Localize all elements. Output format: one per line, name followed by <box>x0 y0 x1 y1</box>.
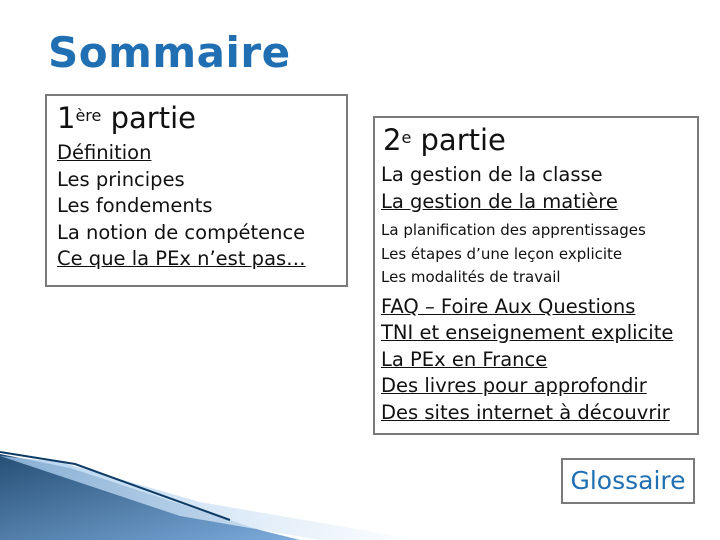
part-2-sup: e <box>401 128 412 147</box>
link-gestion-matiere[interactable]: La gestion de la matière <box>381 189 618 213</box>
link-fondements[interactable]: Les fondements <box>57 194 213 217</box>
part-2-label: partie <box>420 123 506 157</box>
part-2-sub-list <box>381 219 697 290</box>
part-1-label: partie <box>110 101 196 135</box>
link-sites-internet[interactable]: Des sites internet à découvrir <box>381 400 670 424</box>
part-2-heading <box>383 124 697 156</box>
link-definition[interactable]: Définition <box>57 141 152 164</box>
part-2-number: 2 <box>383 123 402 157</box>
link-competence[interactable]: La notion de compétence <box>57 220 306 244</box>
link-principes[interactable]: Les principes <box>57 167 185 191</box>
part-2-box <box>373 116 699 435</box>
glossary-button[interactable]: Glossaire <box>561 458 695 504</box>
link-gestion-classe[interactable]: La gestion de la classe <box>381 163 603 186</box>
part-1-box <box>45 94 348 287</box>
part-1-heading <box>57 102 346 134</box>
link-tni[interactable]: TNI et enseignement explicite <box>381 321 674 344</box>
part-1-number: 1 <box>57 101 76 135</box>
link-faq[interactable]: FAQ – Foire Aux Questions <box>381 294 636 318</box>
decorative-swoosh <box>0 440 420 540</box>
link-livres[interactable]: Des livres pour approfondir <box>381 374 647 397</box>
part-1-sup: ère <box>75 106 102 125</box>
slide-title: Sommaire <box>48 28 291 77</box>
link-planification[interactable]: La planification des apprentissages <box>381 221 646 239</box>
link-etapes-lecon[interactable]: Les étapes d’une leçon explicite <box>381 244 623 263</box>
link-ce-que-pex-nest-pas[interactable]: Ce que la PEx n’est pas… <box>57 247 306 270</box>
link-modalites-travail[interactable]: Les modalités de travail <box>381 268 561 286</box>
link-pex-france[interactable]: La PEx en France <box>381 347 548 371</box>
